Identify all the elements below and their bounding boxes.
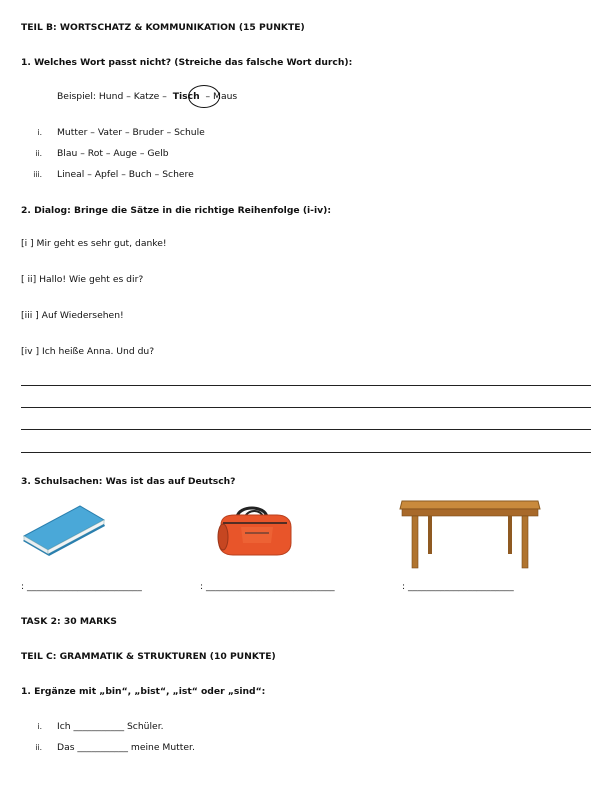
dialog-line: [i ] Mir geht es sehr gut, danke! bbox=[21, 238, 167, 249]
section-heading-teil-b: TEIL B: WORTSCHATZ & KOMMUNIKATION (15 PUNKTE) bbox=[21, 22, 305, 33]
answer-line bbox=[21, 452, 591, 453]
task-2-heading: TASK 2: 30 MARKS bbox=[21, 616, 117, 627]
example-prefix: Beispiel: Hund – Katze – bbox=[57, 91, 167, 102]
book-icon bbox=[20, 500, 106, 556]
circle-mark bbox=[188, 85, 220, 108]
section-heading-teil-c: TEIL C: GRAMMATIK & STRUKTUREN (10 PUNKTE) bbox=[21, 651, 276, 662]
table-icon bbox=[398, 497, 542, 571]
bag-icon bbox=[215, 503, 295, 559]
item-number: ii. bbox=[35, 149, 42, 158]
odd-word-item: Mutter – Vater – Bruder – Schule bbox=[57, 127, 205, 138]
example-suffix: – Maus bbox=[205, 91, 238, 102]
odd-word-item: Blau – Rot – Auge – Gelb bbox=[57, 148, 169, 159]
item-number: i. bbox=[37, 128, 42, 137]
item-number: iii. bbox=[33, 170, 42, 179]
grammar-item: Das ___________ meine Mutter. bbox=[57, 742, 195, 753]
odd-word-item: Lineal – Apfel – Buch – Schere bbox=[57, 169, 194, 180]
dialog-line: [ ii] Hallo! Wie geht es dir? bbox=[21, 274, 144, 285]
answer-blank-book[interactable]: : _________________________ bbox=[21, 581, 142, 592]
example-circled-word: Tisch bbox=[172, 91, 200, 102]
answer-line bbox=[21, 407, 591, 408]
question-3-title: 3. Schulsachen: Was ist das auf Deutsch? bbox=[21, 476, 236, 487]
item-number: ii. bbox=[35, 743, 42, 752]
answer-line bbox=[21, 429, 591, 430]
answer-line bbox=[21, 385, 591, 386]
grammar-item: Ich ___________ Schüler. bbox=[57, 721, 164, 732]
question-2-title: 2. Dialog: Bringe die Sätze in die richtige Reihenfolge (i-iv): bbox=[21, 205, 332, 216]
dialog-line: [iii ] Auf Wiedersehen! bbox=[21, 310, 124, 321]
grammar-question-1-title: 1. Ergänze mit „bin“, „bist“, „ist“ oder „sind“: bbox=[21, 686, 266, 697]
answer-blank-bag[interactable]: : ____________________________ bbox=[200, 581, 335, 592]
answer-blank-table[interactable]: : _______________________ bbox=[402, 581, 514, 592]
question-1-title: 1. Welches Wort passt nicht? (Streiche das falsche Wort durch): bbox=[21, 57, 353, 68]
item-number: i. bbox=[37, 722, 42, 731]
dialog-line: [iv ] Ich heiße Anna. Und du? bbox=[21, 346, 155, 357]
